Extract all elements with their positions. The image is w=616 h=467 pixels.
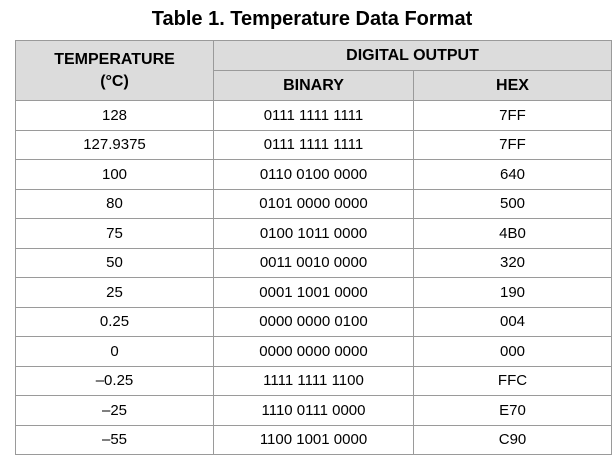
header-digital-output: DIGITAL OUTPUT: [214, 41, 612, 71]
cell-binary: 0111 1111 1111: [214, 130, 414, 160]
cell-temperature: 128: [16, 101, 214, 131]
cell-hex: E70: [414, 396, 612, 426]
cell-temperature: 127.9375: [16, 130, 214, 160]
cell-temperature: –55: [16, 425, 214, 455]
cell-hex: 500: [414, 189, 612, 219]
cell-temperature: –25: [16, 396, 214, 426]
cell-temperature: 80: [16, 189, 214, 219]
cell-binary: 1110 0111 0000: [214, 396, 414, 426]
header-hex: HEX: [414, 71, 612, 101]
table-row: [16, 396, 612, 426]
table-row: [16, 101, 612, 131]
cell-binary: 0110 0100 0000: [214, 160, 414, 190]
header-temperature-label: TEMPERATURE: [54, 50, 175, 68]
cell-binary: 0000 0000 0000: [214, 337, 414, 367]
table-caption: Table 1. Temperature Data Format: [151, 8, 473, 30]
cell-temperature: 0.25: [16, 307, 214, 337]
cell-temperature: 0: [16, 337, 214, 367]
cell-hex: FFC: [414, 366, 612, 396]
cell-temperature: –0.25: [16, 366, 214, 396]
cell-hex: C90: [414, 425, 612, 455]
cell-hex: 4B0: [414, 219, 612, 249]
cell-hex: 7FF: [414, 130, 612, 160]
header-temperature: [16, 41, 214, 101]
table-row: [16, 366, 612, 396]
cell-binary: 0101 0000 0000: [214, 189, 414, 219]
cell-hex: 190: [414, 278, 612, 308]
cell-hex: 640: [414, 160, 612, 190]
table-row: [16, 337, 612, 367]
cell-binary: 1111 1111 1100: [214, 366, 414, 396]
cell-temperature: 75: [16, 219, 214, 249]
cell-hex: 004: [414, 307, 612, 337]
table-row: [16, 278, 612, 308]
table-row: [16, 248, 612, 278]
table-body: [16, 101, 612, 455]
table-row: [16, 425, 612, 455]
table-row: [16, 160, 612, 190]
cell-binary: 0111 1111 1111: [214, 101, 414, 131]
cell-temperature: 50: [16, 248, 214, 278]
cell-binary: 1100 1001 0000: [214, 425, 414, 455]
table-row: [16, 189, 612, 219]
cell-binary: 0011 0010 0000: [214, 248, 414, 278]
cell-binary: 0000 0000 0100: [214, 307, 414, 337]
header-temperature-unit: (°C): [100, 72, 129, 90]
cell-temperature: 100: [16, 160, 214, 190]
table-row: [16, 307, 612, 337]
cell-hex: 7FF: [414, 101, 612, 131]
cell-binary: 0001 1001 0000: [214, 278, 414, 308]
header-binary: BINARY: [214, 71, 414, 101]
cell-binary: 0100 1011 0000: [214, 219, 414, 249]
cell-hex: 320: [414, 248, 612, 278]
temperature-data-table: [15, 40, 612, 455]
table-row: [16, 219, 612, 249]
cell-hex: 000: [414, 337, 612, 367]
cell-temperature: 25: [16, 278, 214, 308]
table-header: [16, 41, 612, 101]
table-row: [16, 130, 612, 160]
